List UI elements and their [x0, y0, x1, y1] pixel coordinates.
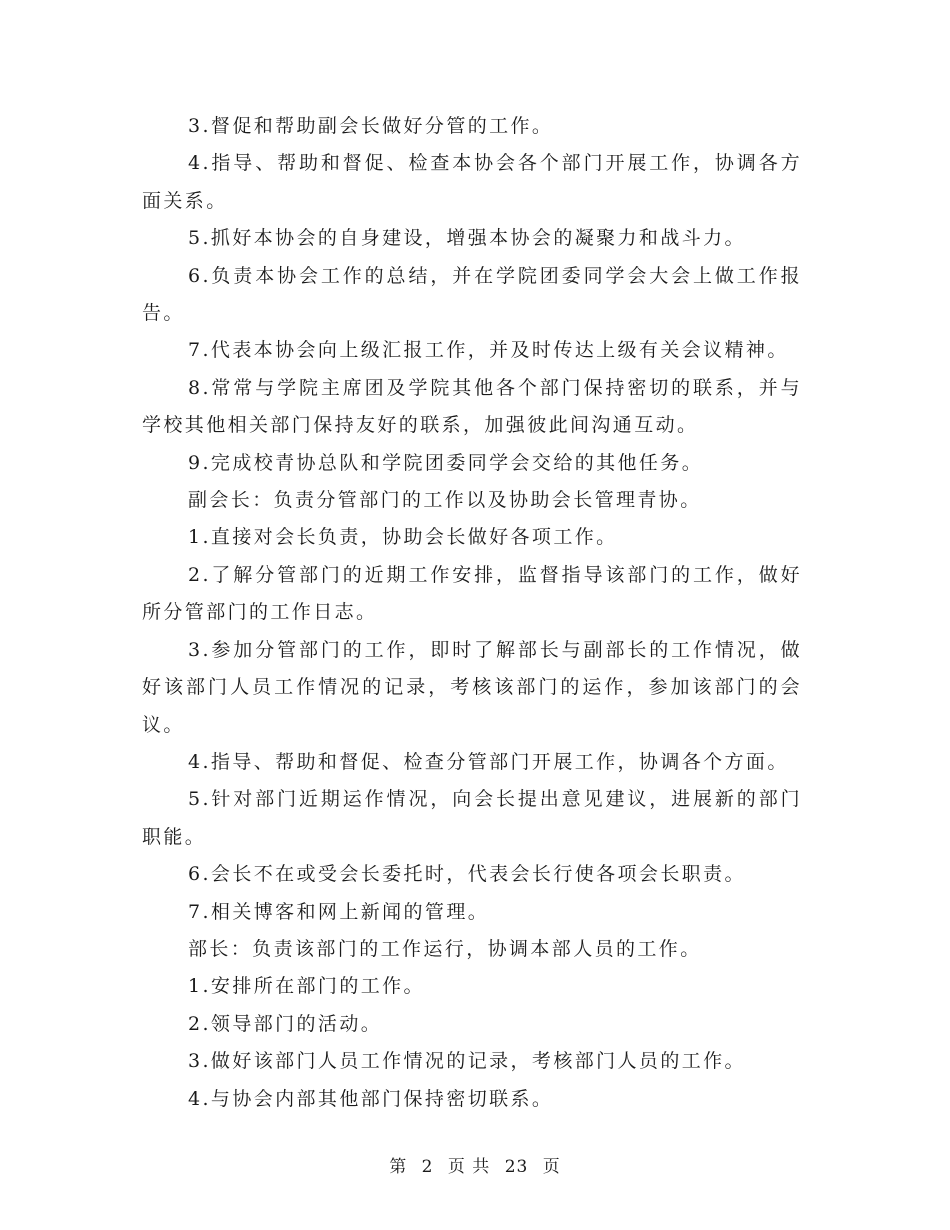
paragraph: 9.完成校青协总队和学院团委同学会交给的其他任务。: [188, 451, 704, 474]
paragraph: 7.相关博客和网上新闻的管理。: [188, 900, 490, 923]
page-footer: [0, 1152, 950, 1177]
footer-prefix: 第: [389, 1157, 408, 1177]
paragraph: 1.直接对会长负责，协助会长做好各项工作。: [188, 526, 618, 549]
paragraph: 4.指导、帮助和督促、检查分管部门开展工作，协调各个方面。: [188, 750, 789, 773]
page-number: 2: [421, 1157, 434, 1177]
paragraph: 6.会长不在或受会长委托时，代表会长行使各项会长职责。: [188, 863, 746, 886]
paragraph: 3.督促和帮助副会长做好分管的工作。: [188, 115, 554, 137]
paragraph: 5.抓好本协会的自身建设，增强本协会的凝聚力和战斗力。: [188, 227, 746, 250]
footer-middle: 页 共: [447, 1157, 491, 1177]
paragraph-heading: 副会长：负责分管部门的工作以及协助会长管理青协。: [188, 489, 702, 512]
paragraph: 4.指导、帮助和督促、检查本协会各个部门开展工作，协调各方面关系。: [142, 152, 802, 212]
paragraph: 6.负责本协会工作的总结，并在学院团委同学会大会上做工作报告。: [142, 264, 802, 325]
paragraph: 2.了解分管部门的近期工作安排，监督指导该部门的工作，做好所分管部门的工作日志。: [142, 563, 802, 624]
paragraph: 1.安排所在部门的工作。: [188, 975, 425, 998]
paragraph: 3.参加分管部门的工作，即时了解部长与副部长的工作情况，做好该部门人员工作情况的记录，考核该部门的运作，参加该部门的会议。: [142, 638, 802, 736]
footer-suffix: 页: [542, 1157, 561, 1177]
paragraph-heading: 部长：负责该部门的工作运行，协调本部人员的工作。: [188, 937, 702, 960]
paragraph: 3.做好该部门人员工作情况的记录，考核部门人员的工作。: [188, 1050, 746, 1073]
total-pages: 23: [504, 1157, 529, 1177]
paragraph: 7.代表本协会向上级汇报工作，并及时传达上级有关会议精神。: [188, 339, 789, 362]
document-body: [142, 108, 802, 1118]
paragraph: 2.领导部门的活动。: [188, 1012, 383, 1035]
paragraph: 8.常常与学院主席团及学院其他各个部门保持密切的联系，并与学校其他相关部门保持友好的联系，加强彼此间沟通互动。: [142, 376, 802, 437]
paragraph: 4.与协会内部其他部门保持密切联系。: [188, 1087, 554, 1110]
paragraph: 5.针对部门近期运作情况，向会长提出意见建议，进展新的部门职能。: [142, 788, 802, 848]
